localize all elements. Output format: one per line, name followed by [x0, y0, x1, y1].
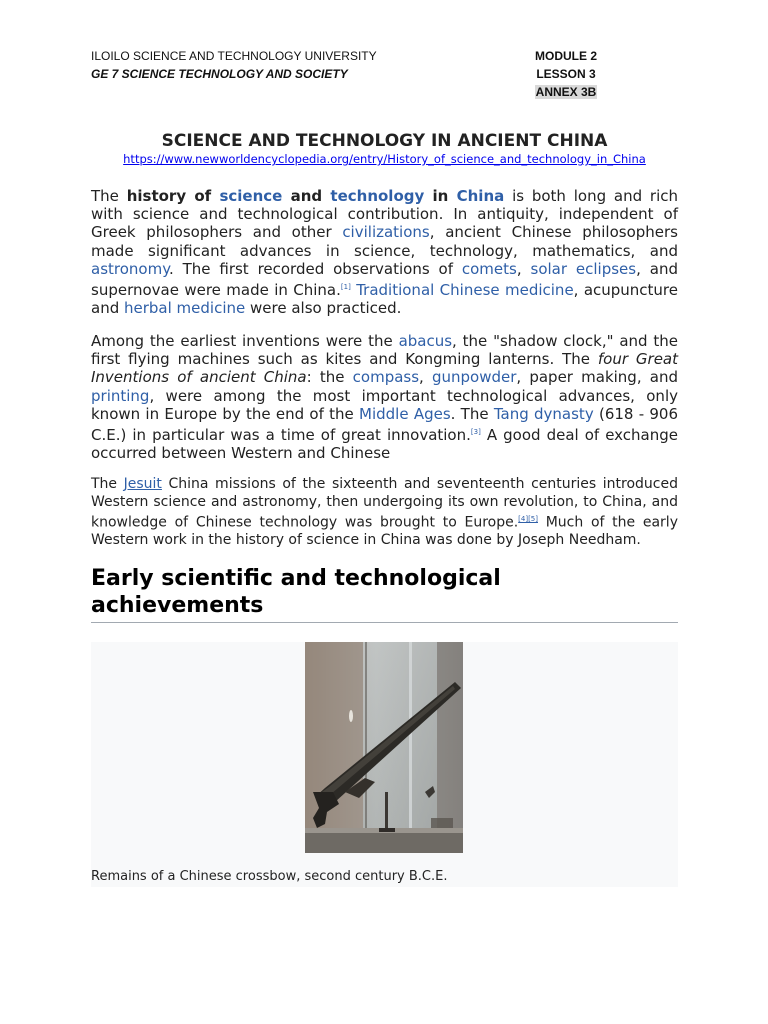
source-url-link[interactable]: https://www.newworldencyclopedia.org/entry/History_of_science_and_technology_in_China [123, 152, 646, 166]
text: . The first recorded observations of [168, 259, 462, 278]
link-china[interactable]: China [456, 187, 505, 205]
text: The [91, 476, 124, 492]
link-herbal-medicine[interactable]: herbal medicine [124, 299, 246, 318]
text: , acupuncture and [91, 281, 679, 318]
text: , [516, 259, 531, 278]
module-label: MODULE 2 [534, 49, 597, 63]
text: of [186, 187, 220, 205]
course-title: GE 7 SCIENCE TECHNOLOGY AND SOCIETY [91, 67, 348, 81]
link-traditional-chinese-medicine[interactable]: Traditional Chinese medicine [356, 281, 574, 300]
reference-link[interactable]: [4][5] [518, 515, 538, 524]
paragraph-jesuit [91, 476, 678, 550]
link-solar-eclipses[interactable]: solar eclipses [530, 259, 637, 278]
link-technology[interactable]: technology [330, 187, 425, 205]
text: , the "shadow clock," and the first flying machines such as kites and Kongming lanterns. The [91, 332, 679, 369]
university-name: ILOILO SCIENCE AND TECHNOLOGY UNIVERSITY [91, 49, 377, 63]
text: Among the earliest inventions were the [91, 332, 399, 350]
figure-caption: Remains of a Chinese crossbow, second century B.C.E. [91, 869, 448, 884]
link-middle-ages[interactable]: Middle Ages [359, 404, 451, 423]
text: : the [306, 368, 353, 387]
link-science[interactable]: science [219, 187, 283, 205]
text: is both long and rich with science and technological contribution. In antiquity, independent of Greek philosophers and other [91, 187, 679, 242]
text: , [419, 368, 432, 387]
link-astronomy[interactable]: astronomy [91, 259, 169, 278]
link-abacus[interactable]: abacus [398, 332, 453, 350]
text: , and supernovae were made in China. [91, 259, 678, 300]
source-url-line [91, 152, 678, 166]
reference-link[interactable]: [1] [340, 283, 351, 292]
crossbow-photo [305, 642, 463, 853]
text: were also practiced. [245, 299, 402, 318]
italic-four-great-inventions: four Great Inventions of ancient China [91, 350, 679, 387]
document-header-left [91, 47, 377, 83]
link-jesuit[interactable]: Jesuit [123, 476, 162, 492]
text: in [424, 187, 457, 205]
text: The [91, 187, 127, 205]
text: China missions of the sixteenth and seventeenth centuries introduced Western science and astronomy, then undergoing its own revolution, to China, and knowledge of Chinese technology was brought to Europe. [91, 476, 678, 531]
link-civilizations[interactable]: civilizations [342, 223, 430, 242]
text: , ancient Chinese philosophers made significant advances in science, technology, mathematics, and [91, 223, 678, 260]
document-header-right [534, 47, 598, 101]
text: Much of the early Western work in the history of science in China was done by Joseph Needham. [91, 514, 678, 549]
link-gunpowder[interactable]: gunpowder [431, 368, 517, 387]
text: , were among the most important technological advances, only known in Europe by the end of the [91, 386, 678, 423]
heading-underline [91, 622, 678, 623]
text: , paper making, and [516, 368, 678, 387]
bold-history: history [126, 187, 187, 205]
section-heading: Early scientific and technological achievements [91, 566, 501, 618]
text: (618 - 906 C.E.) in particular was a time of great innovation. [91, 404, 679, 445]
paragraph-inventions [91, 332, 678, 462]
page-title: SCIENCE AND TECHNOLOGY IN ANCIENT CHINA [161, 131, 608, 151]
annex-label: ANNEX 3B [535, 85, 597, 99]
text: A good deal of exchange occurred between Western and Chinese [91, 426, 678, 463]
reference-link[interactable]: [3] [470, 428, 481, 437]
text: and [282, 187, 331, 205]
figure [91, 642, 678, 887]
link-compass[interactable]: compass [352, 368, 420, 387]
link-tang-dynasty[interactable]: Tang dynasty [493, 404, 594, 423]
lesson-label: LESSON 3 [536, 67, 596, 81]
link-comets[interactable]: comets [461, 259, 517, 278]
link-printing[interactable]: printing [91, 386, 150, 405]
paragraph-intro [91, 187, 678, 317]
text: . The [450, 404, 494, 423]
